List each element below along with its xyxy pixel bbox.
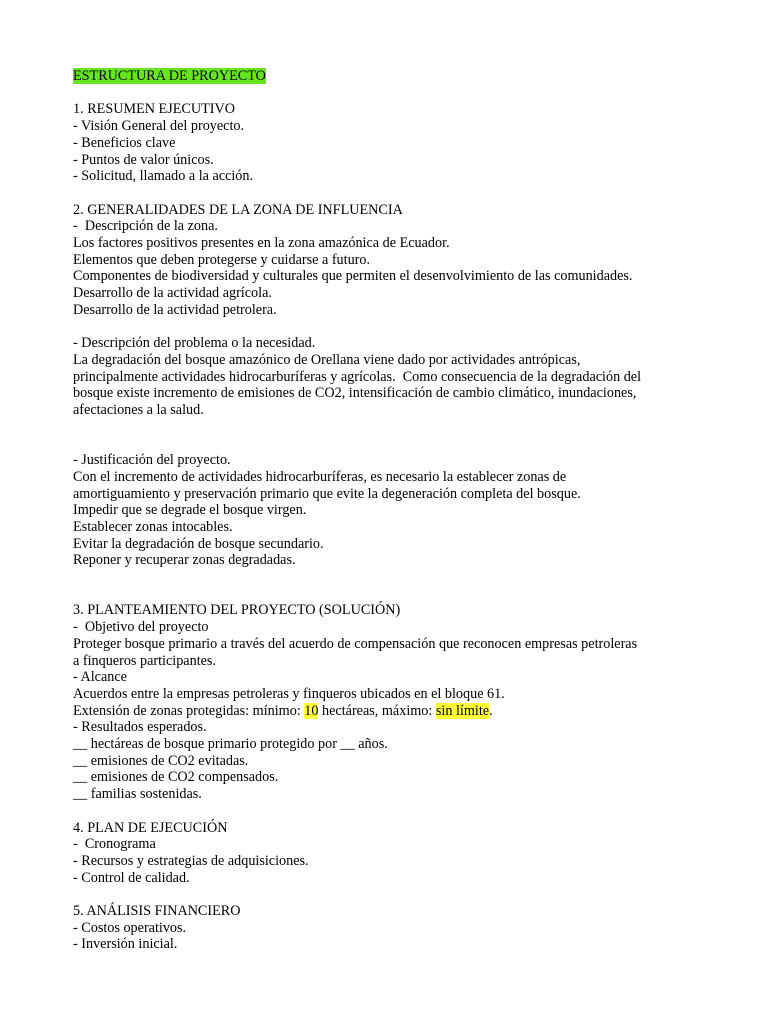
resultados-line: __ emisiones de CO2 evitadas. (73, 752, 249, 769)
document-page (73, 68, 713, 953)
spacer (73, 803, 713, 820)
spacer (73, 419, 713, 436)
section-4-item: - Recursos y estrategias de adquisiciones. (73, 852, 309, 869)
problema-line: bosque existe incremento de emisiones de CO2, intensificación de cambio climático, inundaciones, (73, 385, 637, 402)
section-5-item: - Costos operativos. (73, 919, 187, 936)
zona-line: Elementos que deben protegerse y cuidarse a futuro. (73, 251, 371, 268)
section-1-heading: 1. RESUMEN EJECUTIVO (73, 101, 235, 118)
justificacion-line: Evitar la degradación de bosque secundario. (73, 535, 324, 552)
section-4-heading: 4. PLAN DE EJECUCIÓN (73, 819, 228, 836)
spacer (73, 185, 713, 202)
alcance-label: - Alcance (73, 669, 127, 686)
justificacion-line: Con el incremento de actividades hidrocarburíferas, es necesario la establecer zonas de (73, 468, 567, 485)
zona-label: - Descripción de la zona. (73, 218, 218, 235)
extension-prefix: Extensión de zonas protegidas: mínimo: (73, 702, 305, 719)
objetivo-label: - Objetivo del proyecto (73, 619, 209, 636)
justificacion-line: Impedir que se degrade el bosque virgen. (73, 502, 307, 519)
justificacion-label: - Justificación del proyecto. (73, 452, 231, 469)
spacer (73, 85, 713, 102)
alcance-line: Acuerdos entre la empresas petroleras y finqueros ubicados en el bloque 61. (73, 685, 505, 702)
spacer (73, 435, 713, 452)
problema-label: - Descripción del problema o la necesidad. (73, 335, 316, 352)
zona-line: Desarrollo de la actividad agrícola. (73, 285, 272, 302)
section-4-item: - Cronograma (73, 836, 156, 853)
section-1-item: - Puntos de valor únicos. (73, 151, 214, 168)
resultados-line: __ hectáreas de bosque primario protegido por __ años. (73, 736, 388, 753)
justificacion-line: Reponer y recuperar zonas degradadas. (73, 552, 296, 569)
resultados-line: __ familias sostenidas. (73, 786, 202, 803)
resultados-label: - Resultados esperados. (73, 719, 207, 736)
section-2-heading: 2. GENERALIDADES DE LA ZONA DE INFLUENCIA (73, 201, 403, 218)
section-3-heading: 3. PLANTEAMIENTO DEL PROYECTO (SOLUCIÓN) (73, 602, 401, 619)
section-4-item: - Control de calidad. (73, 869, 190, 886)
objetivo-line: a finqueros participantes. (73, 652, 217, 669)
extension-min-value: 10 (304, 702, 319, 719)
objetivo-line: Proteger bosque primario a través del acuerdo de compensación que reconocen empresas petroleras (73, 635, 638, 652)
section-5-item: - Inversión inicial. (73, 936, 178, 953)
zona-line: Componentes de biodiversidad y culturales que permiten el desenvolvimiento de las comunidades. (73, 268, 633, 285)
extension-middle: hectáreas, máximo: (318, 702, 436, 719)
problema-line: afectaciones a la salud. (73, 402, 204, 419)
zona-line: Desarrollo de la actividad petrolera. (73, 301, 277, 318)
zona-line: Los factores positivos presentes en la zona amazónica de Ecuador. (73, 235, 450, 251)
problema-line: La degradación del bosque amazónico de Orellana viene dado por actividades antrópicas, (73, 351, 581, 368)
resultados-line: __ emisiones de CO2 compensados. (73, 769, 279, 786)
extension-max-value: sin límite (435, 702, 490, 719)
section-1-item: - Beneficios clave (73, 134, 176, 151)
extension-line (73, 703, 713, 720)
problema-line: principalmente actividades hidrocarburíferas y agrícolas. Como consecuencia de la degradación del (73, 368, 642, 385)
spacer (73, 569, 713, 586)
section-1-item: - Solicitud, llamado a la acción. (73, 168, 254, 185)
spacer (73, 319, 713, 336)
spacer (73, 586, 713, 603)
title-highlight: ESTRUCTURA DE PROYECTO (73, 68, 266, 84)
section-1-item: - Visión General del proyecto. (73, 118, 245, 135)
justificacion-line: Establecer zonas intocables. (73, 518, 233, 535)
extension-suffix: . (489, 702, 493, 719)
spacer (73, 886, 713, 903)
justificacion-line: amortiguamiento y preservación primario que evite la degeneración completa del bosque. (73, 485, 581, 502)
section-5-heading: 5. ANÁLISIS FINANCIERO (73, 903, 241, 920)
document-title (73, 68, 713, 85)
